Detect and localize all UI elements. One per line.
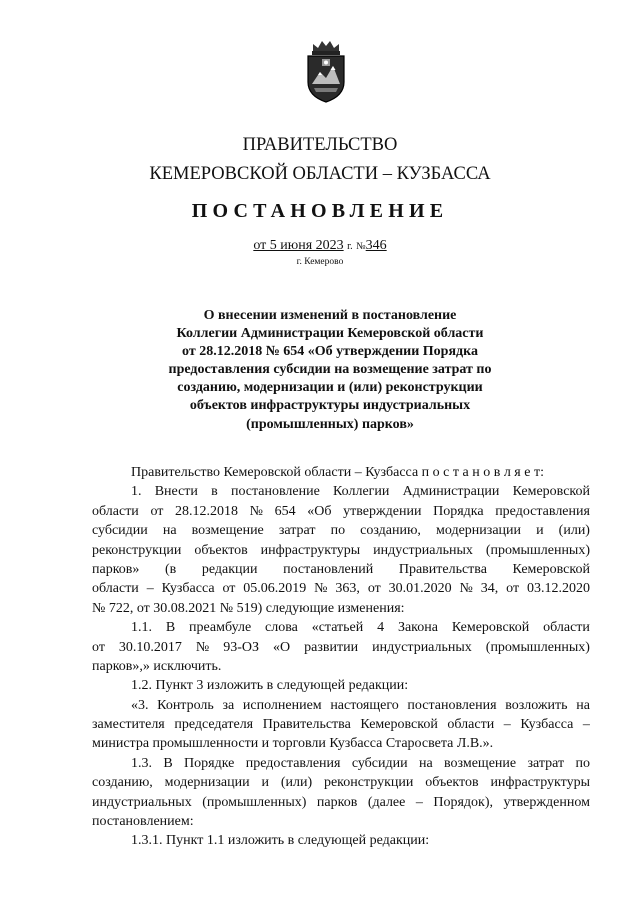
word: модернизации — [164, 775, 250, 791]
word: Кузбасса — [520, 717, 574, 733]
paragraph-line — [92, 521, 590, 540]
word: утвержденном — [503, 794, 590, 810]
word: Кемеровской — [451, 620, 530, 636]
word: Контроль — [157, 697, 214, 713]
paragraph-line: постановлением: — [92, 814, 194, 830]
paragraph-line — [92, 715, 590, 734]
word: затрат — [278, 523, 316, 539]
word: редакции — [201, 561, 258, 577]
word: индустриальных — [373, 542, 473, 558]
paragraph-line — [92, 482, 590, 501]
word: реконструкции — [92, 542, 182, 558]
word: от — [506, 581, 520, 597]
word: индустриальных — [92, 794, 192, 810]
word: В — [163, 755, 173, 771]
word: постановление — [230, 484, 320, 500]
title-line: от 28.12.2018 № 654 «Об утверждении Порядка — [182, 344, 478, 360]
word: объектов — [425, 775, 479, 791]
word: Порядка — [433, 503, 484, 519]
word: «О — [273, 639, 291, 655]
word: субсидии — [351, 755, 408, 771]
paragraph-line — [92, 638, 590, 657]
word: преамбуле — [189, 620, 252, 636]
word: на — [418, 755, 433, 771]
word: Коллегии — [333, 484, 390, 500]
word: – — [146, 581, 154, 597]
word: на — [576, 697, 590, 713]
word: Администрации — [402, 484, 500, 500]
word: исполнением — [242, 697, 322, 713]
word: субсидии — [92, 523, 148, 539]
word: от — [222, 581, 236, 597]
government-name-line2: КЕМЕРОВСКОЙ ОБЛАСТИ – КУЗБАССА — [149, 164, 491, 184]
title-line: объектов инфраструктуры индустриальных — [189, 398, 471, 414]
title-line: предоставления субсидии на возмещение затрат по — [168, 362, 492, 378]
government-name-line1: ПРАВИТЕЛЬСТВО — [242, 135, 398, 155]
word: Порядок), — [433, 794, 494, 810]
word: 93-ОЗ — [223, 639, 260, 655]
word: 30.10.2017 — [118, 639, 182, 655]
decree-title — [140, 307, 520, 434]
word: 1.3. — [131, 755, 152, 771]
word: заместителя — [92, 717, 165, 733]
word: созданию, — [360, 523, 421, 539]
paragraph-line — [92, 773, 590, 792]
word: – — [415, 794, 423, 810]
title-line: созданию, модернизации и (или) реконструкции — [177, 380, 483, 396]
preamble-text: Правительство Кемеровской области – Кузбасса — [131, 465, 419, 480]
paragraph-line — [92, 541, 590, 560]
word: предоставления — [495, 503, 590, 519]
word: Кемеровской — [512, 561, 590, 577]
word: парков — [316, 794, 358, 810]
word: в — [211, 484, 218, 500]
word: индустриальных — [372, 639, 472, 655]
paragraph-line — [92, 579, 590, 598]
paragraph-line — [92, 754, 590, 773]
word: постановления — [407, 697, 497, 713]
word: области — [447, 717, 495, 733]
word: Внести — [154, 484, 198, 500]
paragraph-line: 1.2. Пункт 3 изложить в следующей редакции: — [131, 678, 409, 694]
word: № — [314, 581, 328, 597]
word: развитии — [304, 639, 359, 655]
word: реконструкции — [323, 775, 414, 791]
word: 1.1. — [131, 620, 152, 636]
word: (в — [165, 561, 177, 577]
word: от — [150, 503, 164, 519]
word: «статьей — [311, 620, 364, 636]
word: (или) — [280, 775, 313, 791]
word: слова — [265, 620, 298, 636]
word: постановлений — [283, 561, 374, 577]
word: 4 — [377, 620, 385, 636]
word: (промышленных) — [485, 639, 590, 655]
word: № — [195, 639, 210, 655]
word: (промышленных) — [202, 794, 307, 810]
word: предоставления — [245, 755, 341, 771]
word: и — [536, 523, 544, 539]
word: В — [165, 620, 176, 636]
word: созданию, — [92, 775, 153, 791]
word: «Об — [307, 503, 332, 519]
word: Порядке — [184, 755, 235, 771]
word: председателя — [174, 717, 254, 733]
date-number-line — [0, 237, 640, 256]
word: по — [575, 755, 590, 771]
word: Кемеровской — [512, 484, 590, 500]
word: инфраструктуры — [260, 542, 361, 558]
kuzbass-coat-of-arms-icon — [300, 38, 352, 106]
word: № — [459, 581, 473, 597]
document-type-heading: ПОСТАНОВЛЕНИЕ — [191, 200, 449, 222]
decree-number: 346 — [365, 238, 387, 253]
year-abbreviation: г. — [347, 241, 353, 252]
word: настоящего — [330, 697, 399, 713]
word: (или) — [558, 523, 590, 539]
word: 1. — [131, 484, 142, 500]
word: возложить — [505, 697, 568, 713]
word: № — [249, 503, 263, 519]
word: Кемеровской — [360, 717, 438, 733]
word: по — [330, 523, 346, 539]
title-line: О внесении изменений в постановление — [203, 308, 457, 323]
word: – — [582, 717, 590, 733]
word: затрат — [527, 755, 565, 771]
word: 363, — [335, 581, 360, 597]
word: возмещение — [444, 755, 517, 771]
word: (промышленных) — [485, 542, 590, 558]
document-body — [92, 463, 590, 851]
paragraph-line — [92, 618, 590, 637]
paragraph-line — [92, 793, 590, 812]
decree-date: от 5 июня 2023 — [253, 238, 344, 253]
preamble-line — [92, 463, 590, 482]
word: Закона — [397, 620, 438, 636]
word: области — [92, 581, 139, 597]
word: Кузбасса — [161, 581, 215, 597]
word: возмещение — [191, 523, 264, 539]
word: и — [261, 775, 269, 791]
word: объектов — [194, 542, 248, 558]
word: 654 — [274, 503, 296, 519]
title-line: Коллегии Администрации Кемеровской области — [176, 326, 484, 342]
word: 34, — [480, 581, 499, 597]
word: на — [162, 523, 177, 539]
paragraph-line — [92, 696, 590, 715]
paragraph-line: министра промышленности и торговли Кузбасса Старосвета Л.В.». — [92, 736, 494, 752]
word: 03.12.2020 — [527, 581, 590, 597]
paragraph-line: парков»,» исключить. — [92, 658, 222, 674]
word: 05.06.2019 — [243, 581, 307, 597]
paragraph-line: № 722, от 30.08.2021 № 519) следующие изменения: — [92, 600, 405, 616]
word: утверждении — [343, 503, 422, 519]
word: парков» — [92, 561, 140, 577]
word: 30.01.2020 — [388, 581, 452, 597]
word: от — [92, 639, 105, 655]
word: (далее — [367, 794, 406, 810]
title-line: (промышленных) парков» — [246, 416, 414, 432]
decree-word: п о с т а н о в л я е т: — [421, 465, 544, 480]
word: – — [503, 717, 511, 733]
word: за — [222, 697, 235, 713]
number-sign: № — [356, 241, 366, 252]
word: «3. — [131, 697, 149, 713]
word: области — [92, 503, 139, 519]
paragraph-line — [92, 560, 590, 579]
city-name: г. Кемерово — [296, 257, 344, 267]
word: Правительства — [398, 561, 487, 577]
paragraph-line: 1.3.1. Пункт 1.1 изложить в следующей редакции: — [131, 833, 430, 849]
word: инфраструктуры — [490, 775, 590, 791]
word: области — [543, 620, 590, 636]
word: Правительства — [262, 717, 351, 733]
paragraph-line — [92, 502, 590, 521]
word: от — [367, 581, 381, 597]
word: 28.12.2018 — [175, 503, 238, 519]
word: модернизации — [436, 523, 522, 539]
